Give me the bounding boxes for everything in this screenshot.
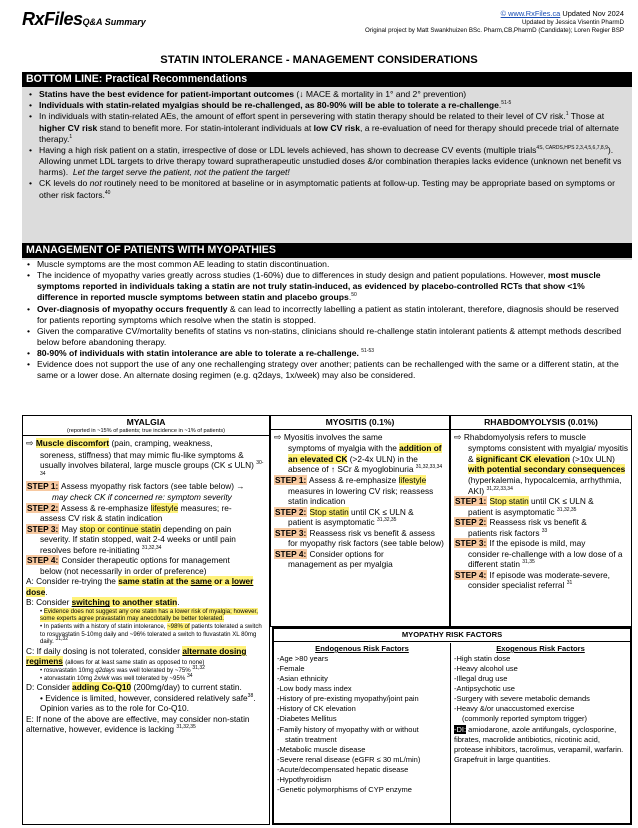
bullet-item: • In individuals with statin-related AEs, the amount of effort spent in persevering with statin therapy should be related to their level of CV risk.$^1$ Those at higher CV risk stand to benefit more. For statin-intolerant individuals at low CV risk, a re-evaluation of need for therapy should precede trial of alternate therapy.$^1$ (28, 111, 626, 145)
bottom-line-box (22, 87, 632, 260)
list-item: -Asian ethnicity (277, 674, 328, 684)
list-item: -Age >80 years (277, 654, 329, 664)
list-item: -Acute/decompensated hepatic disease (277, 764, 409, 774)
list-item: -Genetic polymorphisms of CYP enzyme (277, 784, 412, 794)
myopathy-table (22, 415, 632, 825)
list-item: -Severe renal disease (eGFR ≤ 30 mL/min) (277, 754, 421, 764)
page-title: STATIN INTOLERANCE - MANAGEMENT CONSIDERATIONS (160, 54, 478, 66)
list-item: -History of CK elevation (277, 704, 356, 714)
header-credits: © www.RxFiles.ca Updated Nov 2024 Updated by Jessica Visentin PharmD Original project by Matt Swankhuizen BSc. Pharm,CB,PharmD (Candidate); Loren Regier BSP (365, 9, 624, 35)
rhabdo-column: RHABDOMYOLYSIS (0.01%) ⇨ Rhabdomyolysis refers to muscle symptoms consistent with myalgia/ myositis & significant CK elevation (>10x ULN) with potential secondary consequences (hyperkalemia, hypocalcemia, arrhythmia, AKI) $^{31,22,33,34}$ STEP 1: Stop statin until CK ≤ ULN & patient is asymptomatic $^{31,32,35}$ STEP 2: Reassess risk vs benefit & patients risk factors $^{33}$ STEP 3: If the episode is mild, may consider re-challenge with a low dose of a different statin $^{31,35}$ STEP 4: If episode was moderate-severe, consider specialist referral $^{31}$ (450, 415, 632, 627)
list-item: -Diabetes Mellitus (277, 714, 337, 724)
list-item: -Metabolic muscle disease (277, 744, 366, 754)
list-item: -Antipsychotic use (454, 684, 515, 694)
bullet-item: • CK levels do not routinely need to be monitored at baseline or in asymptomatic patients at follow-up. Testing may be appropriate based on symptoms or other risk factors.$^{40}$ (28, 178, 626, 200)
bullet-item: • Having a high risk patient on a statin, irrespective of dose or LDL levels achieved, has shown to decrease CV events (multiple trials$^{4S, CARDS,HPS 2,3,4,5,6,7,8,9}$). Allowing unmet LDL targets to drive therapy toward supratherapeutic unstudied doses &/or combination therapies lacks evidence (unknown net benefit vs harms). Let the target serve the patient, not the patient the target! (28, 145, 626, 179)
list-item: -Surgery with severe metabolic demands (454, 694, 590, 704)
list-item: statin treatment (285, 734, 337, 744)
list-item: -Female (277, 664, 305, 674)
risk-factors-title: MYOPATHY RISK FACTORS (274, 629, 630, 642)
myositis-column: MYOSITIS (0.1%) ⇨ Myositis involves the same symptoms of myalgia with the addition of an elevated CK (>2-4x ULN) in the absence of ↑ SCr & myoglobinuria $^{31,32,33,34}$ STEP 1: Assess & re-emphasize lifestyle measures in lowering CV risk; reassess statin indication STEP 2: Stop statin until CK ≤ ULN & patient is asymptomatic $^{31,32,35}$ STEP 3: Reassess risk vs benefit & assess for myopathy risk factors (see table below) STEP 4: Consider options for management as per myalgia (270, 415, 450, 627)
bullet-item: • 80-90% of individuals with statin intolerance are able to tolerate a re-challenge. $^{51-53}$ (26, 348, 628, 359)
risk-factors-box (272, 627, 632, 825)
list-item: -Low body mass index (277, 684, 352, 694)
rxfiles-logo: RxFilesQ&A Summary (22, 9, 146, 29)
bullet-item: • Statins have the best evidence for patient-important outcomes (↓ MACE & mortality in 1° and 2° prevention) (28, 89, 626, 100)
exogenous-factors: Exogenous Risk Factors -High statin dose -Heavy alcohol use -Illegal drug use -Antipsychotic use -Surgery with severe metabolic demands -Heavy &/or unaccustomed exercise (commonly reported symptom trigger) -DI: amiodarone, azole antifungals, cyclosporine, fibrates, macrolide antibiotics, nicotinic acid, protease inhibitors, tacrolimus, verapamil, warfarin. Grapefruit in large quantities. (450, 643, 630, 823)
bullet-item: • Individuals with statin-related myalgias should be re-challenged, as 80-90% will be able to tolerate a re-challenge.$^{51-5}$ (28, 100, 626, 111)
bullet-item: • Evidence does not support the use of any one rechallenging strategy over another; patients can be rechallenged with the same or a different statin, at the same or a lower dose. An alternate dosing regimen (e.g. q2days, 1x/week) may also be considered. (26, 359, 628, 381)
myositis-header: MYOSITIS (0.1%) (271, 416, 449, 430)
di-label: -DI: (454, 724, 467, 734)
list-item: (commonly reported symptom trigger) (462, 714, 588, 724)
bullet-item: • Muscle symptoms are the most common AE leading to statin discontinuation. (26, 259, 628, 270)
myalgia-column: MYALGIA (reported in ~15% of patients; true incidence in ~1% of patients) ⇨ Muscle discomfort (pain, cramping, weakness, soreness, stiffness) that may mimic flu-like symptoms & usually involves bilateral, large muscle groups (CK ≤ ULN) $^{30-34}$ STEP 1: Assess myopathy risk factors (see table below) → may check CK if concerned re: symptom severity STEP 2: Assess & re-emphasize lifestyle measures; re- assess CV risk & statin indication STEP 3: May stop or continue statin depending on pain severity. If statin stopped, wait 2-4 weeks or until pain resolves before re-initiating $^{31,32,34}$ STEP 4: Consider therapeutic options for management below (not necessarily in order of preference) A: Consider re-trying the same statin at the same or a lower dose. B: Consider switching to another statin. • Evidence does not suggest any one statin has a lower risk of myalgia; however, some experts agree pravastatin may anecdotally be better tolerated. • In patients with a history of statin intolerance, ~98% of patients tolerated a switch to rosuvastatin 5-10mg daily and ~96% tolerated a switch to fluvastatin XL 80mg daily. $^{31,32}$ C: If daily dosing is not tolerated, consider alternate dosing regimens (allows for at least same statin as opposed to none) • rosuvastatin 10mg q2days was well tolerated by ~75% $^{31,32}$ • atorvastatin 10mg 2x/wk was well tolerated by ~95% $^{34}$ D: Consider adding Co-Q10 (200mg/day) to current statin. • Evidence is limited, however, considered relatively safe$^{38}$. Opinion varies as to the role for Co-Q10. E: If none of the above are effective, may consider non-statin alternative, however, evidence is lacking $^{31,32,35}$ (22, 415, 270, 825)
list-item: -High statin dose (454, 654, 511, 664)
rhabdo-header: RHABDOMYOLYSIS (0.01%) (451, 416, 631, 430)
list-item: -Family history of myopathy with or without (277, 724, 419, 734)
bullet-item: • Over-diagnosis of myopathy occurs frequently & can lead to incorrectly labelling a patient as statin intolerant, therefore, diagnosis should be reserved for patients reporting symptoms which resolve when the statin is stopped. (26, 304, 628, 326)
myalgia-header: MYALGIA (reported in ~15% of patients; true incidence in ~1% of patients) (23, 416, 269, 436)
bullet-item: • Given the comparative CV/mortality benefits of statins vs non-statins, clinicians should re-challenge statin intolerant patients & attempt methods described below before abandoning therapy. (26, 326, 628, 348)
list-item: -DI: amiodarone, azole antifungals, cyclosporine, fibrates, macrolide antibiotics, nicotinic acid, protease inhibitors, tacrolimus, verapamil, warfarin. Grapefruit in large quantities. (454, 724, 624, 764)
endogenous-factors: Endogenous Risk Factors -Age >80 years -Female -Asian ethnicity -Low body mass index -History of pre-existing myopathy/joint pain -History of CK elevation -Diabetes Mellitus -Family history of myopathy with or without statin treatment -Metabolic muscle disease -Severe renal disease (eGFR ≤ 30 mL/min) -Acute/decompensated hepatic disease -Hypothyroidism -Genetic polymorphisms of CYP enzyme (274, 643, 450, 823)
list-item: -History of pre-existing myopathy/joint pain (277, 694, 419, 704)
management-heading: MANAGEMENT OF PATIENTS WITH MYOPATHIES (22, 243, 632, 258)
bottom-line-heading: BOTTOM LINE: Practical Recommendations (22, 72, 632, 87)
management-list (22, 259, 632, 382)
rxfiles-link[interactable]: © www.RxFiles.ca (500, 9, 561, 18)
list-item: -Illegal drug use (454, 674, 508, 684)
list-item: -Hypothyroidism (277, 774, 332, 784)
list-item: -Heavy &/or unaccustomed exercise (454, 704, 575, 714)
bullet-item: • The incidence of myopathy varies greatly across studies (1-60%) due to differences in study design and patient populations. However, most muscle symptoms reported in individuals taking a statin are not truly statin-induced, as evidenced by placebo-controlled RCTs that show <1% difference in reported muscle symptoms between statin and placebo groups.$^{50}$ (26, 270, 628, 303)
list-item: -Heavy alcohol use (454, 664, 518, 674)
